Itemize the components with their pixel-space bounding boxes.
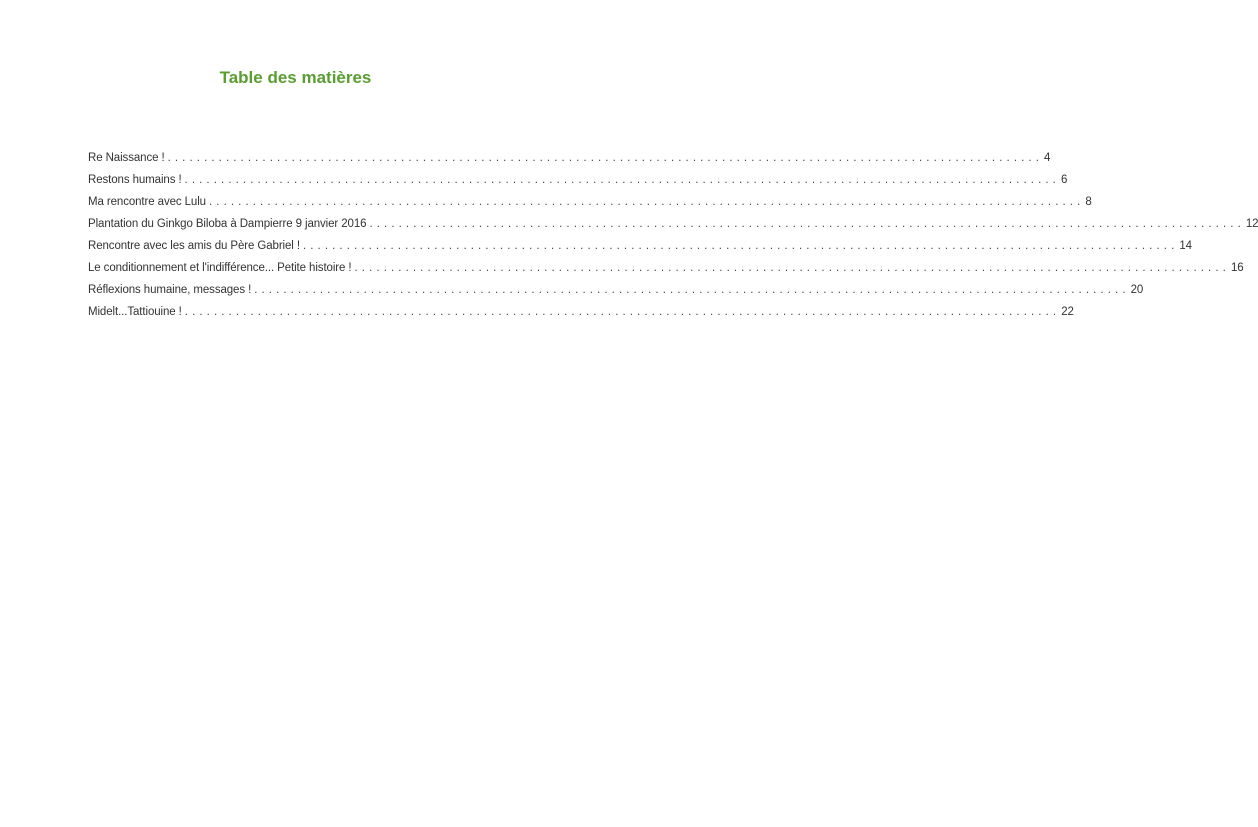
page-title: Table des matières (219, 68, 372, 87)
toc-entry[interactable] (88, 213, 1258, 235)
toc-dot-leader: ........................................................................................................................ (184, 306, 1061, 318)
toc-entry[interactable] (88, 169, 1068, 191)
toc-entry-page: 8 (1085, 196, 1092, 208)
toc-entry-page: 22 (1061, 306, 1074, 318)
toc-dot-leader: ........................................................................................................................ (369, 218, 1245, 230)
toc-entry-label: Re Naissance ! (88, 152, 165, 164)
toc-entry-label: Le conditionnement et l'indifférence... Petite histoire ! (88, 262, 352, 274)
toc-entry-page: 12 (1245, 218, 1258, 230)
toc-entry-label: Rencontre avec les amis du Père Gabriel ! (88, 240, 300, 252)
toc-entry-label: Plantation du Ginkgo Biloba à Dampierre 9 janvier 2016 (88, 218, 367, 230)
toc-entry-page: 4 (1044, 152, 1051, 164)
toc-dot-leader: ........................................................................................................................ (184, 174, 1060, 186)
toc-dot-leader: ........................................................................................................................ (254, 284, 1130, 296)
table-of-contents (88, 147, 1258, 323)
toc-entry-page: 20 (1130, 284, 1144, 296)
toc-dot-leader: ........................................................................................................................ (208, 196, 1085, 208)
toc-entry[interactable] (88, 279, 1144, 301)
toc-dot-leader: ........................................................................................................................ (167, 152, 1044, 164)
toc-entry[interactable] (88, 301, 1074, 323)
toc-entry-label: Restons humains ! (88, 174, 182, 186)
toc-entry[interactable] (88, 257, 1244, 279)
toc-entry-label: Réflexions humaine, messages ! (88, 284, 252, 296)
toc-entry[interactable] (88, 147, 1051, 169)
toc-dot-leader: ........................................................................................................................ (302, 240, 1179, 252)
toc-entry-label: Ma rencontre avec Lulu (88, 196, 206, 208)
toc-entry-label: Midelt...Tattiouine ! (88, 306, 182, 318)
toc-entry[interactable] (88, 191, 1092, 213)
toc-entry-page: 6 (1060, 174, 1068, 186)
toc-entry-page: 16 (1230, 262, 1244, 274)
toc-entry[interactable] (88, 235, 1192, 257)
toc-entry-page: 14 (1179, 240, 1192, 252)
toc-dot-leader: ........................................................................................................................ (354, 262, 1230, 274)
